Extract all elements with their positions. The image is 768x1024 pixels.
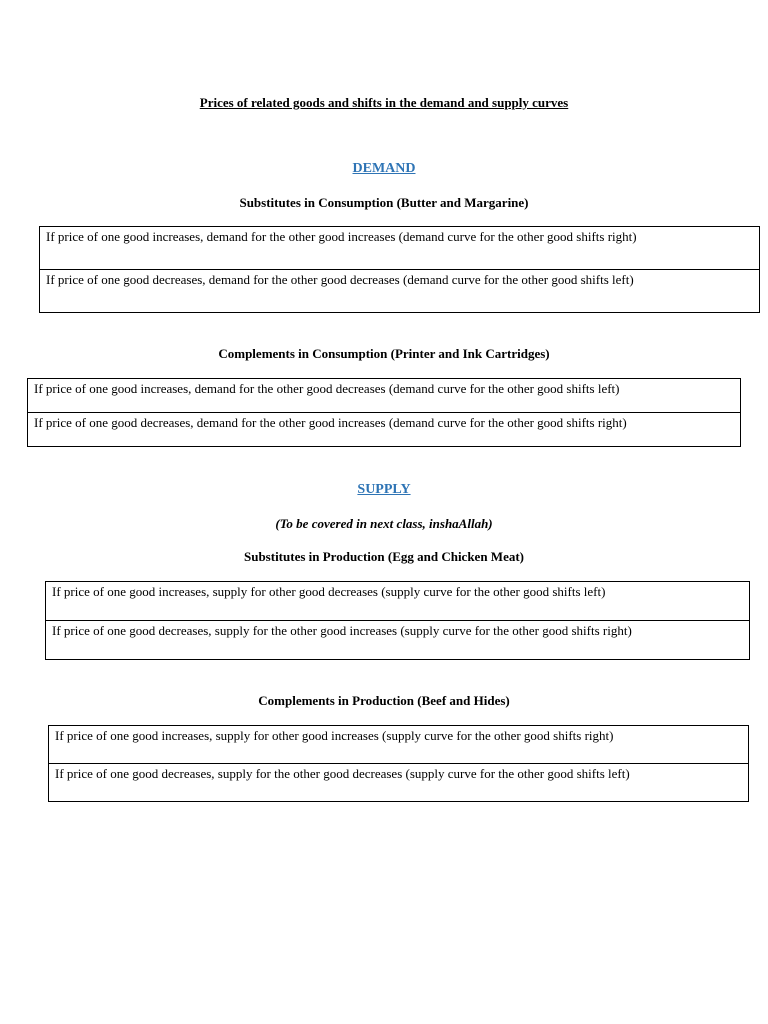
table-row (49, 764, 749, 802)
table-cell: If price of one good decreases, supply for the other good decreases (supply curve for the other good shifts left) (49, 764, 749, 802)
supply-note: (To be covered in next class, inshaAllah) (275, 516, 493, 531)
demand-heading: DEMAND (352, 161, 416, 176)
table-cell: If price of one good increases, demand for the other good increases (demand curve for the other good shifts right) (40, 227, 760, 270)
table-cell: If price of one good increases, supply for other good decreases (supply curve for the other good shifts left) (46, 582, 750, 621)
table-row (46, 582, 750, 621)
supply-heading: SUPPLY (357, 482, 411, 497)
substitutes-consumption-heading: Substitutes in Consumption (Butter and Margarine) (239, 195, 529, 210)
table-cell: If price of one good decreases, supply for the other good increases (supply curve for the other good shifts right) (46, 621, 750, 660)
table-row (40, 270, 760, 313)
page-title: Prices of related goods and shifts in the demand and supply curves (199, 95, 569, 110)
table-cell: If price of one good increases, supply for other good increases (supply curve for the other good shifts right) (49, 726, 749, 764)
substitutes-production-heading: Substitutes in Production (Egg and Chicken Meat) (243, 549, 524, 564)
complements-consumption-heading: Complements in Consumption (Printer and Ink Cartridges) (218, 346, 550, 361)
complements-consumption-table (27, 378, 741, 447)
table-row (28, 379, 741, 413)
complements-production-table (48, 725, 749, 802)
table-row (40, 227, 760, 270)
table-cell: If price of one good increases, demand for the other good decreases (demand curve for the other good shifts left) (28, 379, 741, 413)
table-cell: If price of one good decreases, demand for the other good increases (demand curve for the other good shifts right) (28, 413, 741, 447)
table-row (49, 726, 749, 764)
table-row (46, 621, 750, 660)
substitutes-production-table (45, 581, 750, 660)
table-row (28, 413, 741, 447)
complements-production-heading: Complements in Production (Beef and Hides) (258, 693, 510, 708)
substitutes-consumption-table (39, 226, 760, 313)
table-cell: If price of one good decreases, demand for the other good decreases (demand curve for the other good shifts left) (40, 270, 760, 313)
